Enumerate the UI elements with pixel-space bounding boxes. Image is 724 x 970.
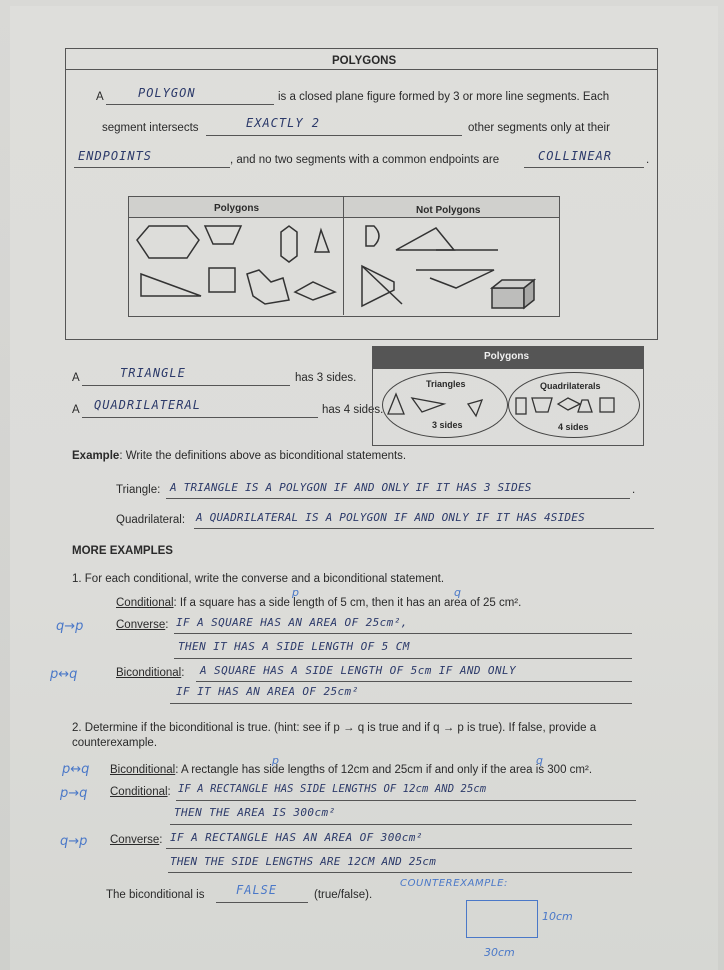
blank-tri-bicond: [166, 498, 630, 499]
counterexample-height: 10cm: [542, 910, 573, 923]
worksheet-page: [10, 6, 718, 970]
def-period: .: [646, 154, 650, 166]
venn-right-sub: 4 sides: [558, 422, 589, 432]
def-text-1: is a closed plane figure formed by 3 or more line segments. Each: [278, 91, 610, 103]
q2-cond-label: Conditional:: [110, 786, 171, 798]
q2-conv-label: Converse:: [110, 834, 163, 846]
blank-quad-bicond: [194, 528, 654, 529]
q2-side-cond: p→q: [60, 786, 88, 801]
q2-conv-answer-1: IF A RECTANGLE HAS AN AREA OF 300cm²: [170, 831, 423, 844]
more-examples-heading: MORE EXAMPLES: [72, 545, 173, 557]
blank-true-false: [216, 902, 308, 903]
q1-conv-label-text: Converse: [116, 619, 166, 631]
venn-left-label: Triangles: [426, 379, 466, 389]
table-col-not-polygons: Not Polygons: [416, 205, 481, 216]
answer-exactly: EXACTLY 2: [246, 116, 321, 130]
q1-bicond-answer-2: IF IT HAS AN AREA OF 25cm²: [176, 685, 359, 698]
answer-polygon: POLYGON: [138, 86, 196, 100]
table-header-bg: [129, 197, 559, 218]
curved-shape: [366, 226, 379, 246]
blank-polygon: [106, 104, 274, 105]
q2-conv-line-1: [166, 848, 632, 849]
q2-bicond: [110, 764, 592, 776]
prism-shape: [492, 280, 534, 308]
square-shape: [209, 268, 235, 292]
q2-mark-p: p: [272, 754, 279, 767]
counterexample-width: 30cm: [484, 946, 515, 959]
q1-bicond-label-text: Biconditional: [116, 667, 182, 679]
hexagon-shape: [137, 226, 199, 258]
table-col-polygons: Polygons: [214, 203, 260, 214]
counterexample-rectangle: [466, 900, 538, 938]
q1-conv-answer-1: IF A SQUARE HAS AN AREA OF 25cm²,: [176, 616, 408, 629]
tri-bicond-period: .: [632, 484, 636, 496]
q1-bicond-label: Biconditional:: [116, 667, 185, 679]
answer-false: FALSE: [236, 883, 278, 897]
tri-a-label: A: [72, 372, 80, 384]
tri-bicond-label: Triangle:: [116, 484, 161, 496]
q1-text: 1. For each conditional, write the converse and a biconditional statement.: [72, 573, 445, 585]
example-label: Example: [72, 450, 120, 462]
venn-shapes: [382, 390, 638, 418]
venn-left-sub: 3 sides: [432, 420, 463, 430]
irregular-polygon-shape: [247, 270, 289, 304]
q1-bicond-line-1: [196, 681, 632, 682]
answer-quadrilateral: QUADRILATERAL: [94, 398, 201, 412]
blank-triangle: [82, 385, 290, 386]
page-title: POLYGONS: [332, 55, 397, 67]
q2-cond-answer-1: IF A RECTANGLE HAS SIDE LENGTHS OF 12cm AND 25cm: [178, 783, 487, 795]
title-divider: [65, 69, 657, 70]
answer-triangle: TRIANGLE: [120, 366, 186, 380]
q2-conv-answer-2: THEN THE SIDE LENGTHS ARE 12CM AND 25cm: [170, 855, 437, 868]
q1-conv-label: Converse:: [116, 619, 169, 631]
venn-title: Polygons: [484, 351, 530, 362]
tri-text: has 3 sides.: [295, 372, 357, 384]
q1-cond-text: : If a square has a side length of 5 cm, then it has an area of 25 cm².: [173, 597, 522, 609]
trapezoid-shape: [205, 226, 241, 244]
q2-text-2: counterexample.: [72, 737, 158, 749]
q2-cond-line-1: [176, 800, 636, 801]
def-text-2: other segments only at their: [468, 122, 610, 134]
example-text: : Write the definitions above as biconditional statements.: [119, 450, 407, 462]
q1-conv-line-2: [174, 658, 632, 659]
q2-final-a: The biconditional is: [106, 889, 205, 901]
q2-cond-label-text: Conditional: [110, 786, 168, 798]
open-shape: [416, 270, 494, 288]
triangle-shape: [315, 230, 329, 252]
def-text-3: , and no two segments with a common endpoints are: [230, 154, 500, 166]
q2-bicond-text: : A rectangle has side lengths of 12cm and 25cm if and only if the area is 300 cm².: [175, 764, 593, 776]
q1-bicond-answer-1: A SQUARE HAS A SIDE LENGTH OF 5cm IF AND ONLY: [200, 664, 517, 677]
q1-conv-answer-2: THEN IT HAS A SIDE LENGTH OF 5 CM: [178, 640, 410, 653]
q2-side-conv: q→p: [60, 834, 88, 849]
counterexample-label: COUNTEREXAMPLE:: [400, 878, 508, 889]
q2-conv-label-text: Converse: [110, 834, 160, 846]
answer-collinear: COLLINEAR: [538, 149, 613, 163]
def-text-seg: segment intersects: [102, 122, 199, 134]
q1-side-bicond: p↔q: [50, 667, 78, 682]
q2-text-1: 2. Determine if the biconditional is true. (hint: see if p → q is true and if q → p is true). If false, provide a: [72, 722, 597, 734]
q1-mark-p: p: [292, 586, 299, 599]
def-a-label: A: [96, 91, 104, 103]
answer-endpoints: ENDPOINTS: [78, 149, 153, 163]
q2-conv-line-2: [168, 872, 632, 873]
q1-conv-line-1: [174, 633, 632, 634]
non-polygon-shapes: [344, 218, 558, 315]
q2-cond-answer-2: THEN THE AREA IS 300cm²: [174, 806, 336, 819]
example-line: [72, 450, 406, 462]
q2-side-bicond: p↔q: [62, 762, 90, 777]
blank-quadrilateral: [82, 417, 318, 418]
quad-text: has 4 sides.: [322, 404, 384, 416]
answer-tri-bicond: A TRIANGLE IS A POLYGON IF AND ONLY IF IT HAS 3 SIDES: [170, 481, 532, 494]
q2-bicond-label: Biconditional: [110, 764, 176, 776]
q2-cond-line-2: [170, 824, 632, 825]
venn-right-label: Quadrilaterals: [540, 381, 601, 391]
q1-side-converse: q→p: [56, 619, 84, 634]
bowtie-shape: [362, 266, 394, 306]
blank-exactly: [206, 135, 462, 136]
octagon-shape: [281, 226, 297, 262]
rhombus-shape: [295, 282, 335, 300]
answer-quad-bicond: A QUADRILATERAL IS A POLYGON IF AND ONLY IF IT HAS 4SIDES: [196, 511, 585, 524]
right-triangle-shape: [141, 274, 201, 296]
polygon-shapes: [129, 218, 343, 315]
quad-bicond-label: Quadrilateral:: [116, 514, 186, 526]
open-triangle-shape: [396, 228, 454, 250]
q2-mark-q: q: [536, 754, 543, 767]
q1-bicond-line-2: [170, 703, 632, 704]
q1-mark-q: q: [454, 586, 461, 599]
blank-endpoints: [74, 167, 230, 168]
q1-cond-label: Conditional: [116, 597, 174, 609]
q2-final-b: (true/false).: [314, 889, 373, 901]
blank-collinear: [524, 167, 644, 168]
quad-a-label: A: [72, 404, 80, 416]
